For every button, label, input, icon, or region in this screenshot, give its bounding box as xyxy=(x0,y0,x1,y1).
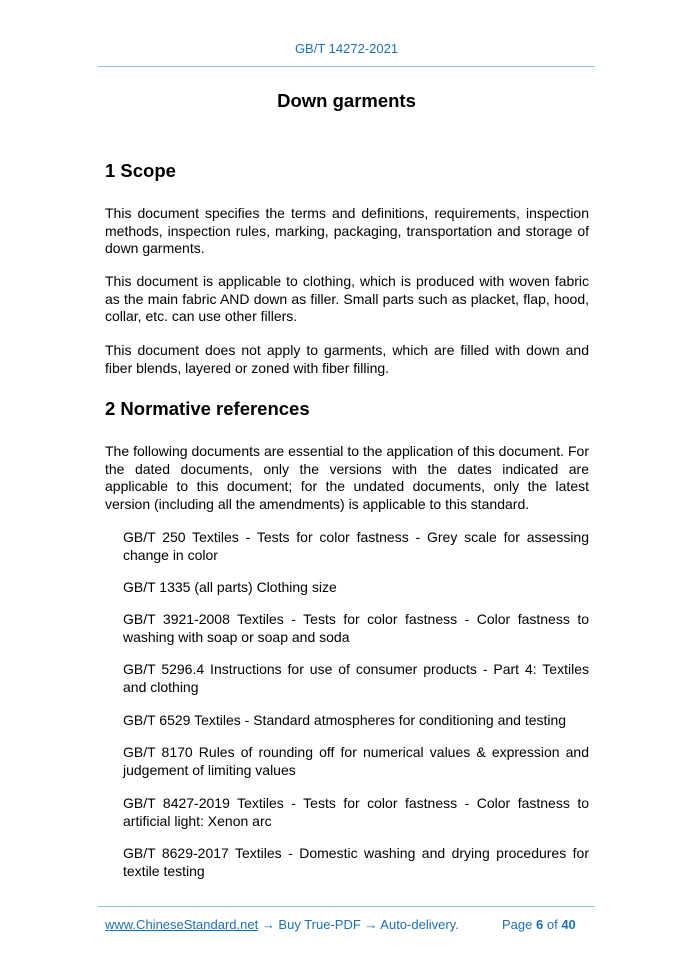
footer-divider xyxy=(98,906,595,907)
normative-intro-paragraph: The following documents are essential to the application of this document. For the dated documents, only the versions with the dates indicated are applicable to this document; for the undated documents, only the latest version (including all the amendments) is applicable to this standard. xyxy=(105,443,589,512)
page-label: Page xyxy=(502,917,533,932)
reference-item: GB/T 3921-2008 Textiles - Tests for color fastness - Color fastness to washing with soap or soap and soda xyxy=(123,611,589,645)
reference-item: GB/T 250 Textiles - Tests for color fastness - Grey scale for assessing change in color xyxy=(123,529,589,563)
page-total: 40 xyxy=(561,917,576,932)
reference-item: GB/T 8629-2017 Textiles - Domestic washing and drying procedures for textile testing xyxy=(123,845,589,879)
header-divider xyxy=(98,66,595,67)
reference-item: GB/T 6529 Textiles - Standard atmospheres for conditioning and testing xyxy=(123,712,567,728)
section-heading-scope: 1 Scope xyxy=(105,160,176,181)
reference-item: GB/T 5296.4 Instructions for use of consumer products - Part 4: Textiles and clothing xyxy=(123,661,589,695)
reference-item: GB/T 8427-2019 Textiles - Tests for color fastness - Color fastness to artificial light: Xenon arc xyxy=(123,795,589,829)
scope-paragraph-1: This document specifies the terms and definitions, requirements, inspection methods, inspection rules, marking, packaging, transportation and storage of down garments. xyxy=(105,205,589,256)
reference-item: GB/T 8170 Rules of rounding off for numerical values & expression and judgement of limiting values xyxy=(123,744,589,778)
reference-item: GB/T 1335 (all parts) Clothing size xyxy=(123,579,337,595)
website-link[interactable]: www.ChineseStandard.net xyxy=(105,917,259,932)
scope-paragraph-3: This document does not apply to garments, which are filled with down and fiber blends, layered or zoned with fiber filling. xyxy=(105,342,589,376)
document-title: Down garments xyxy=(277,90,416,111)
footer-tagline: → Buy True-PDF → Auto-delivery. xyxy=(258,917,459,932)
page-indicator xyxy=(502,917,576,932)
header-standard-code: GB/T 14272-2021 xyxy=(294,41,399,56)
footer-promo xyxy=(105,917,459,932)
scope-paragraph-2: This document is applicable to clothing, which is produced with woven fabric as the main fabric AND down as filler. Small parts such as placket, flap, hood, collar, etc. can use other fillers. xyxy=(105,273,589,324)
page-of: of xyxy=(546,917,558,932)
page-current: 6 xyxy=(536,917,544,932)
section-heading-normative-references: 2 Normative references xyxy=(105,398,310,419)
